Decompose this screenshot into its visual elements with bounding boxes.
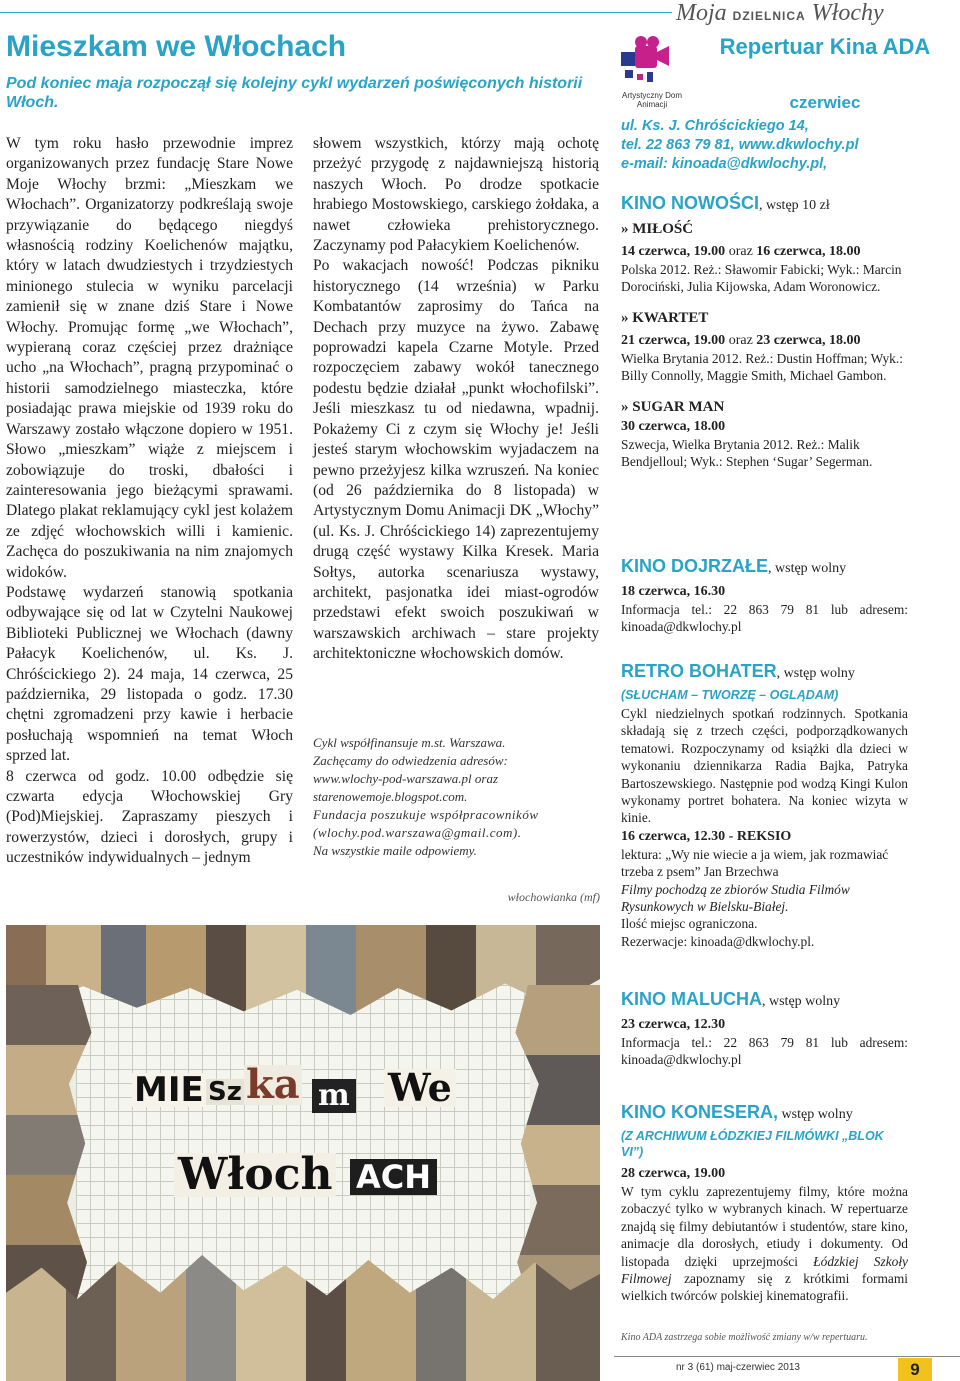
- collage-image: [6, 925, 600, 1381]
- date-b: 23 czerwca, 18.00: [756, 332, 861, 348]
- screening-date: 28 czerwca, 19.00: [621, 1166, 726, 1181]
- section-title-text: RETRO BOHATER: [621, 661, 777, 681]
- collage-word: Sz: [208, 1077, 242, 1107]
- note-line: Na wszystkie maile odpowiemy.: [313, 843, 477, 858]
- paragraph: 8 czerwca od godz. 10.00 odbędzie się czwarta edycja Włochowskiej Gry (Pod)Miejskiej. Zapraszamy pieszych i rowerzystów, dzieci i dorosłych, grupy i uczestników indywidualnych – jednym: [6, 767, 293, 867]
- section-title: [621, 555, 908, 580]
- article-title: Mieszkam we Włochach: [6, 30, 347, 63]
- section-kino-malucha: [621, 988, 908, 1069]
- page-number: 9: [898, 1358, 932, 1381]
- film-info: Wielka Brytania 2012. Reż.: Dustin Hoffman; Wyk.: Billy Connolly, Maggie Smith, Michael Gambon.: [621, 350, 903, 384]
- section-retro-bohater: [621, 660, 908, 950]
- magazine-brand: [676, 0, 960, 30]
- repertoire-month: czerwiec: [789, 93, 861, 112]
- date-a: 21 czerwca, 19.00: [621, 332, 726, 348]
- screening-date: 16 czerwca, 12.30 - REKSIO: [621, 828, 792, 844]
- section-title: [621, 660, 908, 685]
- section-description: [621, 1183, 908, 1305]
- section-entry: , wstęp wolny: [768, 561, 847, 576]
- paragraph: Podstawę wydarzeń stanowią spotkania odbywające się od lat w Czytelni Naukowej Biblioteki Publicznej we Włochach (dawny Pałacyk Koelichenów, ul. Ks. J. Chróścickiego 2). 24 maja, 14 czerwca, 25 października, 29 listopada o godz. 17.30 chętni zgromadzeni przy kawie i herbacie posłuchają wspomnień na temat Włoch sprzed lat.: [6, 583, 293, 765]
- section-title: [621, 1101, 908, 1126]
- seats-info: Ilość miejsc ograniczona.: [621, 916, 758, 932]
- film-title: » KWARTET: [621, 309, 709, 326]
- date-mid: oraz: [725, 244, 757, 259]
- date-mid: oraz: [725, 332, 757, 348]
- section-title-text: KINO MALUCHA: [621, 989, 762, 1009]
- section-entry: , wstęp 10 zł: [759, 198, 830, 213]
- article-note: [313, 734, 599, 860]
- section-kino-dojrzale: [621, 555, 908, 636]
- section-title-text: KINO KONESERA,: [621, 1102, 779, 1122]
- note-line: www.wlochy-pod-warszawa.pl oraz: [313, 771, 499, 786]
- contact-phone-web: tel. 22 863 79 81, www.dkwlochy.pl: [621, 137, 859, 153]
- ada-logo-text: Artystyczny Dom Animacji: [621, 91, 682, 109]
- film-title: » SUGAR MAN: [621, 398, 725, 415]
- author-signature: włochowianka (mf): [507, 890, 600, 904]
- screening-date: 23 czerwca, 12.30: [621, 1017, 726, 1032]
- footer-rule: [614, 1356, 960, 1357]
- date-b: 16 czerwca, 18.00: [756, 244, 861, 259]
- booking-info: Rezerwacje: kinoada@dkwlochy.pl.: [621, 933, 815, 949]
- brand-moja: Moja: [676, 0, 727, 26]
- film-info: Szwecja, Wielka Brytania 2012. Reż.: Malik Bendjelloul; Wyk.: Stephen ‘Sugar’ Segerman.: [621, 436, 873, 470]
- section-entry: , wstęp wolny: [762, 994, 841, 1009]
- section-entry: wstęp wolny: [778, 1107, 853, 1122]
- note-line: Cykl współfinansuje m.st. Warszawa.: [313, 735, 506, 750]
- brand-wlochy: Włochy: [811, 0, 884, 26]
- film-title: » MIŁOŚĆ: [621, 221, 694, 237]
- collage-word: We: [384, 1069, 456, 1107]
- screening-info: Informacja tel.: 22 863 79 81 lub adresem: kinoada@dkwlochy.pl: [621, 602, 908, 635]
- film-date: [621, 331, 908, 350]
- section-kino-nowosci: [621, 192, 908, 470]
- paragraph: słowem wszystkich, którzy mają ochotę przeżyć przygodę z najdawniejszą historią naszych Włoch. Po drodze spotkacie hrabiego Mostowskiego, carskiego żołdaka, a nawet człowieka prehistorycznego. Zaczynamy pod Pałacykiem Koelichenów.: [313, 135, 599, 255]
- issue-info: nr 3 (61) maj-czerwiec 2013: [676, 1362, 800, 1373]
- collage-word: MIE: [134, 1070, 204, 1110]
- section-title: [621, 988, 908, 1013]
- desc-text: W tym cyklu zaprezentujemy filmy, które można zobaczyć tylko w wybranych kinach. W repertuarze znajdą się filmy debiutantów i studentów, stare kino, animacje dla dorosłych, etiudy i dokumenty. Od listopada dzięki uprzejmości: [621, 1184, 908, 1269]
- screening-date: 18 czerwca, 16.30: [621, 584, 726, 599]
- section-subtitle: (SŁUCHAM – TWORZĘ – OGLĄDAM): [621, 688, 839, 702]
- film-date: [621, 417, 908, 436]
- reading-info: lektura: „Wy nie wiecie a ja wiem, jak rozmawiać trzeba z psem” Jan Brzechwa: [621, 846, 889, 880]
- collage-word: ka: [246, 1061, 300, 1108]
- contact-email: e-mail: kinoada@dkwlochy.pl,: [621, 156, 828, 172]
- date-a: 14 czerwca, 19.00: [621, 244, 726, 259]
- desc-text: zapoznamy się z krótkimi formami wielkich twórców polskiej kinematografii.: [621, 1271, 908, 1304]
- cinema-contact: [621, 117, 956, 174]
- film-info: Polska 2012. Reż.: Sławomir Fabicki; Wyk.: Marcin Dorociński, Julia Kijowska, Adam Woronowicz.: [621, 262, 902, 295]
- school-name: Łódzkiej Szkoły Filmowej: [621, 1253, 908, 1287]
- section-title-text: KINO DOJRZAŁE: [621, 556, 769, 576]
- header-rule: [0, 12, 672, 13]
- section-subtitle: (Z ARCHIWUM ŁÓDZKIEJ FILMÓWKI „BLOK VI”): [621, 1129, 884, 1159]
- article-column-1: [6, 134, 293, 869]
- article-column-2: [313, 134, 599, 665]
- section-title: [621, 192, 908, 217]
- note-line: Zachęcamy do odwiedzenia adresów:: [313, 753, 508, 768]
- brand-dzielnica: DZIELNICA: [732, 9, 806, 23]
- films-source: Filmy pochodzą ze zbiorów Studia Filmów Rysunkowych w Bielsku-Białej.: [621, 881, 850, 915]
- paragraph: W tym roku hasło przewodnie imprez organizowanych przez fundację Stare Nowe Moje Włochy brzmi: „Mieszkam we Włochach”. Organizatorzy podkreślają swoje przywiązanie do będącego niegdyś własnością rodziny Koelichenów majątku, który w latach dwudziestych i trzydziestych minionego stulecia w wyniku parcelacji zamienił się w znane dziś Stare i Nowe Włochy. Promując formę „we Włochach”, wypieraną coraz częściej przez drażniące ucho „na Włochach”, pragną przypominać o historii samodzielnego miasteczka, które posiadając prawa miejskie od 1939 roku do Warszawy zostało włączone dopiero w 1951. Słowo „mieszkam” wiąże z miejscem i zobowiązuje do troski, dbałości i zainteresowania jego bieżącymi sprawami. Dlatego plakat reklamujący cykl jest kolażem ze zdjęć włochowskich willi i kamienic. Zachęca do poszukiwania na nim znajomych widoków.: [6, 135, 293, 581]
- repertoire-disclaimer: Kino ADA zastrzega sobie możliwość zmiany w/w repertuaru.: [621, 1332, 868, 1343]
- repertoire-title: Repertuar Kina ADA: [719, 34, 931, 59]
- film-date: [621, 242, 908, 261]
- collage-word: Włoch: [174, 1153, 336, 1197]
- date-a: 30 czerwca, 18.00: [621, 418, 726, 434]
- screening-info: Informacja tel.: 22 863 79 81 lub adresem: kinoada@dkwlochy.pl: [621, 1035, 908, 1068]
- section-kino-konesera: [621, 1101, 908, 1305]
- paragraph: Po wakacjach nowość! Podczas pikniku historycznego (14 września) w Parku Kombatantów zaprosimy do Tańca na Dechach przy muzyce na żywo. Zabawę poprowadzi kapela Czarne Motyle. Przed rozpoczęciem zabawy wokół tanecznego podestu będzie działał „punkt włochofilski”. Jeśli mieszkasz tu od niedawna, wpadnij. Pokażemy Ci z czym się Włochy je! Jeśli jesteś starym włochowskim wyjadaczem na pewno przeżyjesz kilka wzruszeń. Na koniec (od 26 października do 8 listopada) w Artystycznym Domu Animacji DK „Włochy” (ul. Ks. J. Chróścickiego 14) zaprezentujemy drugą część wystawy Kilka Kresek. Maria Sołtys, autorka scenariusza wystawy, architekt, pasjonatka idei miast-ogrodów przedstawi efekt swoich poszukiwań w warszawskich archiwach – stare projekty architektoniczne włochowskich domów.: [313, 257, 599, 663]
- note-line: Fundacja poszukuje współpracowników (wlochy.pod.warszawa@gmail.com).: [313, 807, 539, 840]
- article-lead: Pod koniec maja rozpoczął się kolejny cykl wydarzeń poświęconych historii Włoch.: [6, 75, 583, 111]
- section-title-text: KINO NOWOŚCI: [621, 193, 759, 213]
- contact-address: ul. Ks. J. Chróścickiego 14,: [621, 118, 809, 134]
- section-entry: , wstęp wolny: [776, 666, 855, 681]
- section-description: Cykl niedzielnych spotkań rodzinnych. Spotkania składają się z trzech części, podporządkowanych tematowi. Rozpoczynamy od książki dla dzieci w wykonaniu dziennikarza Radia Bajka, Patryka Bartoszewskiego. Następnie pod wodzą Kingi Kulon wykonamy portret bohatera. Na koniec wizyta w kinie.: [621, 706, 908, 826]
- note-line: starenowemoje.blogspot.com.: [313, 789, 468, 804]
- collage-word: ACH: [350, 1159, 437, 1195]
- collage-word: m: [312, 1079, 356, 1113]
